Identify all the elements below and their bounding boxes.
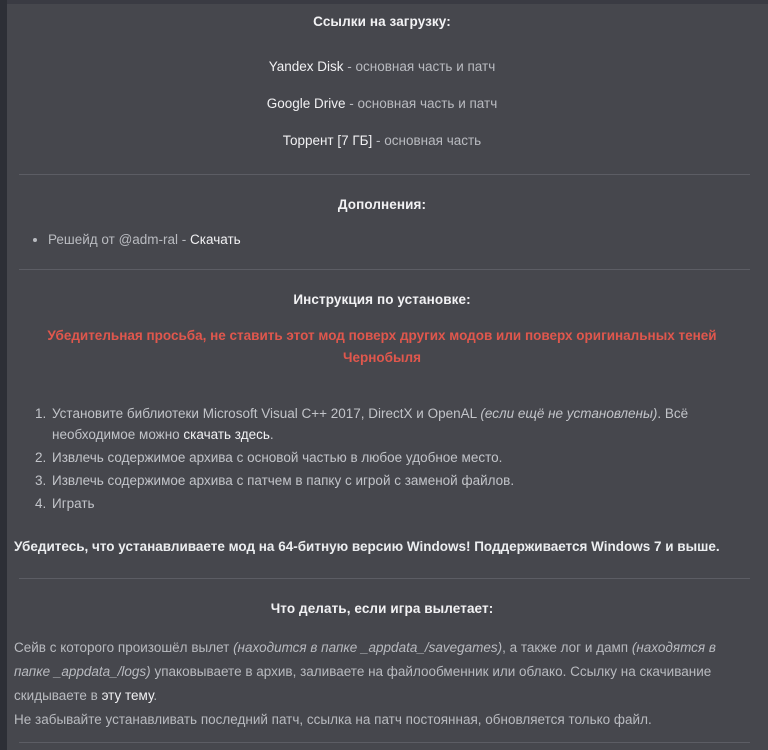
download-row-google [14,96,750,111]
install-heading: Инструкция по установке: [293,292,471,307]
install-steps [14,403,750,514]
addon-separator: - [178,232,191,247]
crashes-p1-logs-path: (находятся в папке _appdata_/logs) [14,640,716,679]
list-item: 2. Извлечь содержимое архива с основой частью в любое удобное место. [50,447,750,468]
divider-bottom [19,742,750,743]
crashes-paragraph-2: Не забывайте устанавливать последний патч, ссылка на патч постоянная, обновляется только файл. [14,712,652,727]
download-link-yandex-disk[interactable]: Yandex Disk [268,59,344,74]
download-row-torrent [14,133,750,148]
addon-prefix: Решейд от [48,232,119,247]
crashes-paragraph-1 [14,636,750,708]
download-link-torrent[interactable]: Торрент [7 ГБ] [282,133,373,148]
list-item: 3. Извлечь содержимое архива с патчем в папку с игрой с заменой файлов. [50,470,750,491]
downloads-heading: Ссылки на загрузку: [313,14,451,29]
crashes-p1-savegames-path: (находится в папке _appdata_/savegames) [233,640,503,655]
download-desc-torrent: - основная часть [372,133,482,148]
step1-text-part3: . [269,427,274,442]
crashes-thread-link[interactable]: эту тему [101,688,154,703]
addon-download-link[interactable]: Скачать [190,232,241,247]
addon-author-link[interactable]: @adm-ral [118,232,179,247]
install-64bit-note: Убедитесь, что устанавливаете мод на 64-битную версию Windows! Поддерживается Windows 7 и выше. [14,539,720,554]
addons-list [14,232,750,247]
crashes-p1-part2: , а также лог и дамп [502,640,632,655]
left-rail [0,0,7,750]
list-item [48,232,750,247]
download-row-yandex [14,59,750,74]
download-desc-yandex: - основная часть и патч [343,59,496,74]
download-link-google-drive[interactable]: Google Drive [266,96,346,111]
list-item [50,403,750,445]
crashes-p1-part3: упаковываете в архив, заливаете на файлообменник или облако. Ссылку на скачивание скидываете в [14,664,712,703]
install-warning: Убедительная просьба, не ставить этот мод поверх других модов или поверх оригинальных теней Чернобыля [47,328,717,365]
crashes-p1-part1: Сейв с которого произошёл вылет [14,640,234,655]
download-desc-google: - основная часть и патч [345,96,498,111]
step1-parenthetical: (если ещё не установлены) [480,406,658,421]
crashes-p1-part4: . [153,688,158,703]
crashes-heading: Что делать, если игра вылетает: [270,601,494,616]
list-item: 4. Играть [50,493,750,514]
addons-heading: Дополнения: [337,197,427,212]
step1-text-part1: Установите библиотеки Microsoft Visual C++ 2017, DirectX и OpenAL [52,406,481,421]
step1-text-part2: . Всё необходимое можно [52,406,689,442]
step1-download-here-link[interactable]: скачать здесь [183,427,270,442]
